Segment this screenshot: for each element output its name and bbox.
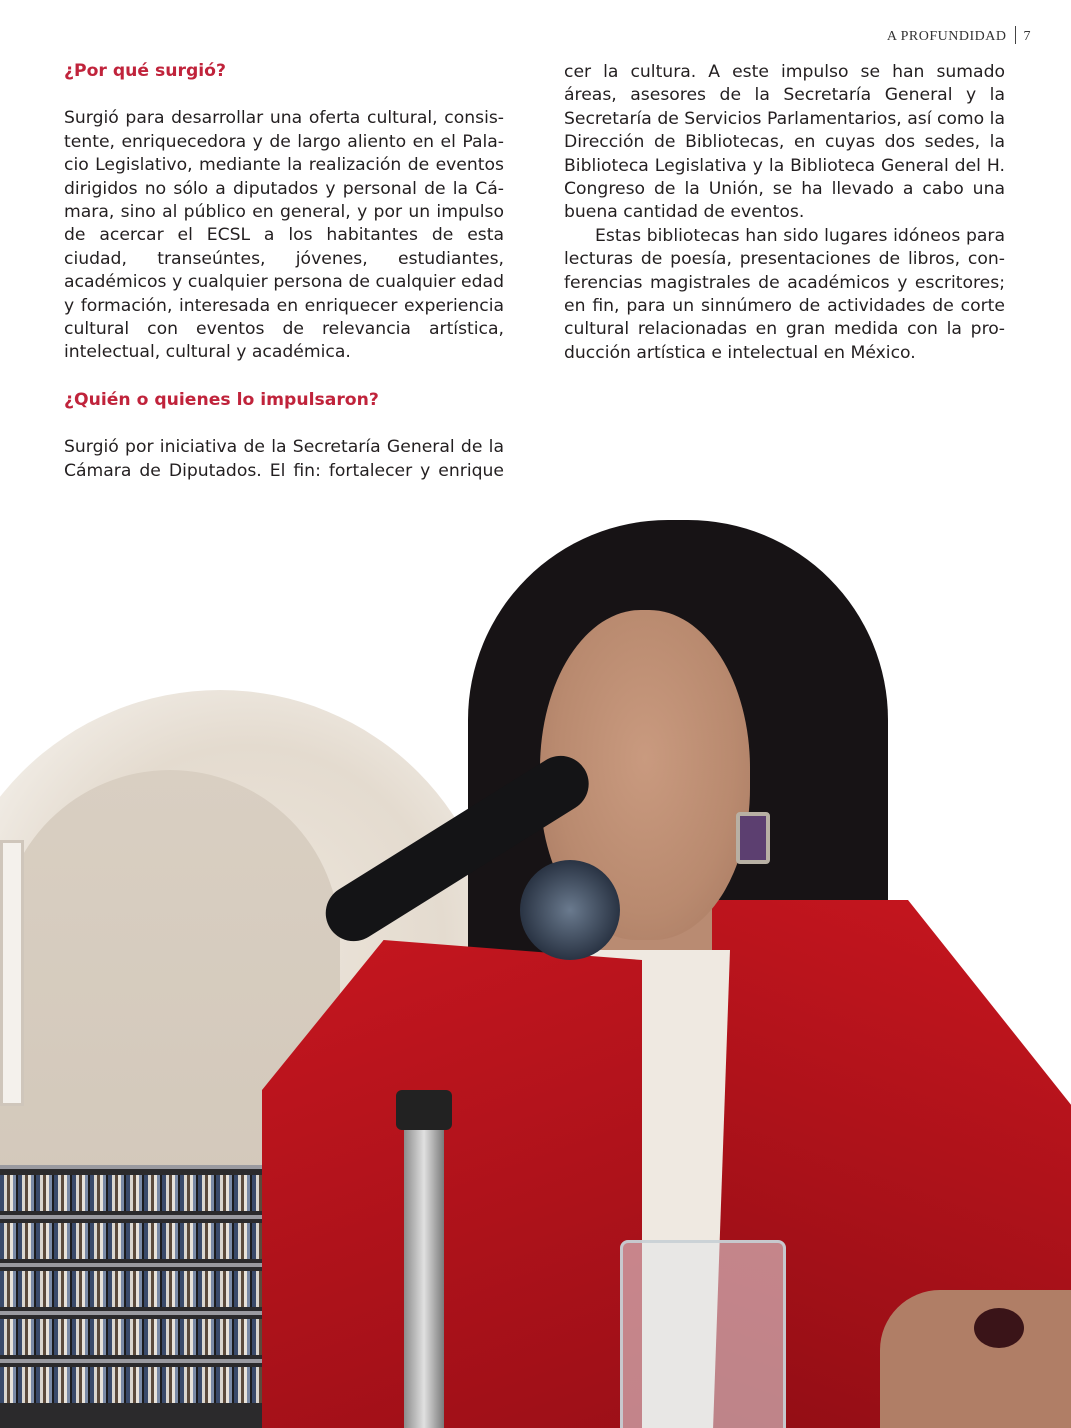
microphone-head (520, 860, 620, 960)
header-divider (1015, 26, 1016, 44)
speaker-photo (0, 500, 1071, 1428)
section-title: A PROFUNDIDAD (886, 29, 1007, 44)
earring (736, 812, 770, 864)
page-number: 7 (1023, 29, 1031, 44)
arch-window (0, 840, 24, 1106)
ring (974, 1308, 1024, 1348)
heading-why-emerged: ¿Por qué surgió? (64, 61, 226, 81)
speaker-hand (880, 1290, 1071, 1428)
right-text-column (564, 61, 1005, 365)
mic-stand (404, 1100, 444, 1428)
running-header (887, 26, 1031, 45)
water-glass (620, 1240, 786, 1428)
mic-clip (396, 1090, 452, 1130)
heading-who-promoted: ¿Quién o quienes lo impulsaron? (64, 389, 379, 410)
library-bookshelves (0, 1165, 300, 1428)
left-text-column (64, 60, 504, 483)
paragraph-continuation: cer la cultura. A este impulso se han sumado áreas, asesores de la Secretaría General y la Secretaría de Servicios Parlamentarios, así como la Dirección de Bibliotecas, en cuyas dos sedes, la Biblioteca Legislativa y la Biblioteca General del H. Congreso de la Unión, se ha llevado a cabo una buena cantidad de eventos. (564, 62, 1005, 223)
paragraph-who-promoted: Surgió por iniciativa de la Secretaría General de la Cámara de Diputados. El fin: fortalecer y enrique (64, 437, 504, 481)
paragraph-why-emerged: Surgió para desarrollar una oferta cultural, consistente, enriquecedora y de largo aliento en el Palacio Legislativo, mediante la realización de eventos dirigidos no sólo a diputados y personal de la Cámara, sino al público en general, y por un impulso de acercar el ECSL a los habitantes de esta ciudad, transeúntes, jóvenes, estudiantes, académicos y cualquier persona de cualquier edad y formación, interesada en enriquecer experiencia cultural con eventos de relevancia artística, intelectual, cultural y académica. (64, 108, 504, 363)
paragraph-libraries: Estas bibliotecas han sido lugares idóneos para lecturas de poesía, presentaciones de libros, conferencias magistrales de académicos y escritores; en fin, para un sinnúmero de actividades de corte cultural relacionadas en gran medida con la producción artística e intelectual en México. (564, 225, 1005, 363)
